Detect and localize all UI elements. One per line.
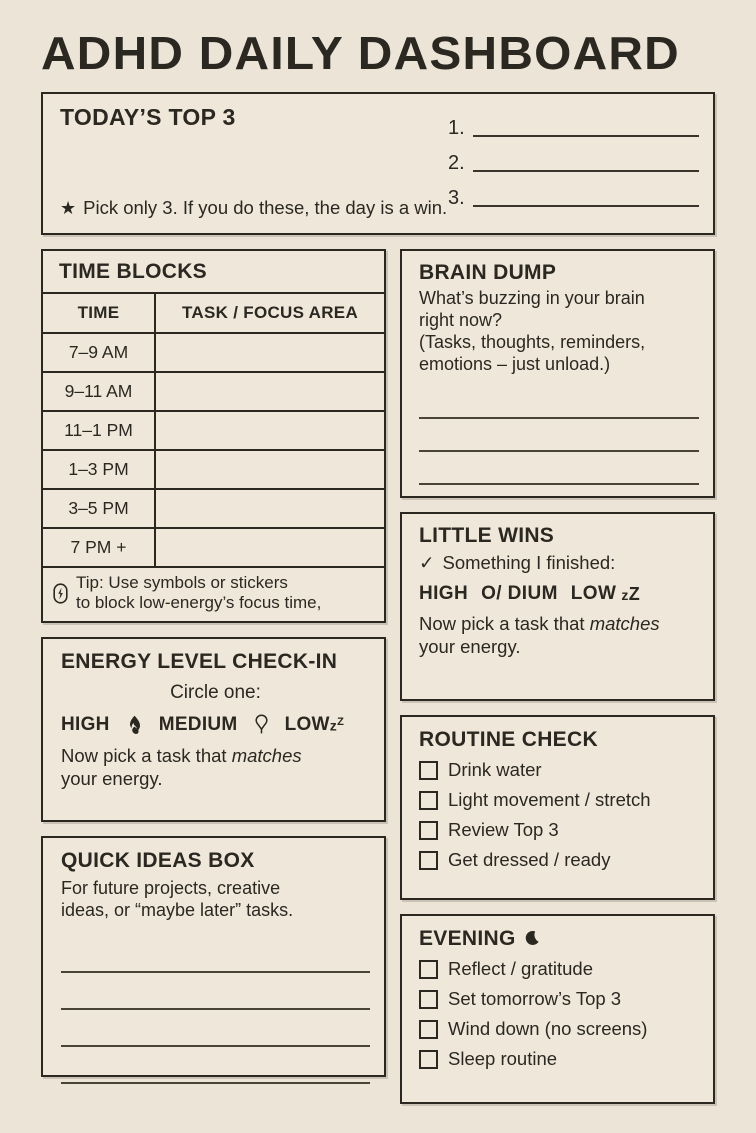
page-title: ADHD DAILY DASHBOARD [41,27,680,79]
little-wins-option-high[interactable]: HIGH [419,583,469,605]
time-blocks-tip [43,568,384,621]
energy-level-heading: ENERGY LEVEL CHECK-IN [61,649,338,673]
top3-write-line-2[interactable] [473,170,699,172]
top3-note [60,197,447,219]
little-wins-match-note [419,613,699,658]
energy-option-medium[interactable]: MEDIUM [158,713,238,735]
top3-write-line-3[interactable] [473,205,699,207]
routine-check-heading: ROUTINE CHECK [419,728,598,751]
sleep-zz-icon: $z^Z$ [329,716,345,734]
time-slot-label: 3–5 PM [43,489,155,528]
routine-check-item[interactable] [419,819,699,841]
brain-dump-write-line[interactable] [419,419,699,452]
tip-line-1: Tip: Use symbols or stickers [76,573,288,593]
top3-entry-row[interactable] [448,141,699,176]
lightbulb-icon [254,714,269,735]
task-entry-cell[interactable] [155,528,384,567]
routine-check-label: Drink water [448,759,542,781]
little-wins-heading: LITTLE WINS [419,524,555,547]
little-wins-panel [400,512,715,701]
quick-ideas-write-line[interactable] [61,1010,370,1047]
task-entry-cell[interactable] [155,333,384,372]
quick-ideas-box-panel [41,836,386,1077]
table-row [43,450,384,489]
evening-check-item[interactable] [419,958,699,980]
checkbox-icon[interactable] [419,990,438,1009]
todays-top-3-panel [41,92,715,235]
task-entry-cell[interactable] [155,372,384,411]
evening-panel [400,914,715,1104]
star-icon: ★ [60,198,77,218]
energy-match-note-line1: Now pick a task that [61,744,232,766]
evening-check-label: Wind down (no screens) [448,1018,648,1040]
time-blocks-tip-text [76,573,321,614]
energy-match-note [61,745,370,790]
tip-line-2: to block low-energy’s focus time, [76,593,322,613]
column-header-task: TASK / FOCUS AREA [155,294,384,333]
task-entry-cell[interactable] [155,411,384,450]
time-blocks-table [43,294,384,568]
todays-top-3-heading: TODAY’S TOP 3 [60,104,236,130]
evening-check-item[interactable] [419,988,699,1010]
energy-level-options [61,714,370,736]
battery-energy-icon [53,583,68,604]
checkbox-icon[interactable] [419,851,438,870]
sleep-zz-icon: zZ [621,583,641,604]
energy-option-high[interactable]: HIGH [61,713,110,735]
quick-ideas-write-line[interactable] [61,936,370,973]
right-column [400,249,715,1104]
top3-entry-row[interactable] [448,106,699,141]
checkmark-icon: ✓ [419,552,435,574]
evening-check-item[interactable] [419,1048,699,1070]
routine-check-label: Light movement / stretch [448,789,651,811]
top3-entry-row[interactable] [448,176,699,211]
column-header-time: TIME [43,294,155,333]
checkbox-icon[interactable] [419,1050,438,1069]
quick-ideas-heading: QUICK IDEAS BOX [61,848,255,872]
checkbox-icon[interactable] [419,761,438,780]
time-blocks-heading: TIME BLOCKS [59,260,207,283]
time-blocks-header [43,251,384,294]
brain-dump-write-line[interactable] [419,452,699,485]
brain-dump-write-line[interactable] [419,386,699,419]
quick-ideas-write-area [61,936,370,1084]
crescent-moon-icon [525,930,542,947]
little-wins-energy-options [419,583,699,605]
quick-ideas-description [61,878,370,922]
little-wins-note-line2: your energy. [419,635,521,657]
evening-check-item[interactable] [419,1018,699,1040]
little-wins-check-label: Something I finished: [442,552,616,574]
checkbox-icon[interactable] [419,791,438,810]
evening-check-label: Set tomorrow’s Top 3 [448,988,622,1010]
brain-dump-description [419,288,699,376]
routine-check-item[interactable] [419,759,699,781]
quick-ideas-line-1: For future projects, creative [61,877,281,898]
energy-option-low[interactable]: LOW [284,713,330,735]
evening-check-label: Sleep routine [448,1048,558,1070]
brain-dump-line-3: (Tasks, thoughts, reminders, [419,332,646,352]
top3-write-line-1[interactable] [473,135,699,137]
top3-number-1: 1. [448,117,465,139]
brain-dump-line-1: What’s buzzing in your brain [419,288,645,309]
brain-dump-line-4: emotions – just unload.) [419,353,611,374]
quick-ideas-line-2: ideas, or “maybe later” tasks. [61,899,294,920]
top3-note-text: Pick only 3. If you do these, the day is a win. [83,197,448,218]
time-blocks-panel [41,249,386,623]
little-wins-option-low[interactable]: LOW [570,583,617,605]
task-entry-cell[interactable] [155,450,384,489]
time-slot-label: 1–3 PM [43,450,155,489]
flame-icon [126,715,143,735]
time-slot-label: 11–1 PM [43,411,155,450]
brain-dump-line-2: right now? [419,310,503,331]
evening-header [419,927,542,950]
evening-check-label: Reflect / gratitude [448,958,593,980]
little-wins-check-row[interactable] [419,552,699,574]
table-header-row [43,294,384,333]
routine-check-label: Review Top 3 [448,819,559,841]
routine-check-panel [400,715,715,900]
circle-one-instruction: Circle one: [170,681,261,703]
table-row [43,489,384,528]
energy-match-note-emphasis: matches [231,744,302,766]
checkbox-icon[interactable] [419,1020,438,1039]
columns-container [41,249,715,1104]
time-slot-label: 7 PM + [43,528,155,567]
todays-top-3-entry-lines [448,106,699,211]
energy-level-checkin-panel [41,637,386,822]
routine-check-label: Get dressed / ready [448,849,611,871]
little-wins-note-emphasis: matches [589,613,660,635]
brain-dump-write-area [419,386,699,485]
table-row [43,372,384,411]
top3-number-2: 2. [448,152,465,174]
checkbox-icon[interactable] [419,960,438,979]
quick-ideas-write-line[interactable] [61,1047,370,1084]
routine-check-item[interactable] [419,789,699,811]
table-row [43,411,384,450]
brain-dump-heading: BRAIN DUMP [419,261,557,284]
table-row [43,333,384,372]
checkbox-icon[interactable] [419,821,438,840]
little-wins-note-line1: Now pick a task that [419,613,590,635]
left-column [41,249,386,1077]
quick-ideas-write-line[interactable] [61,973,370,1010]
little-wins-option-medium[interactable]: O/ DIUM [481,583,558,605]
evening-heading: EVENING [419,927,516,950]
brain-dump-panel [400,249,715,498]
time-slot-label: 9–11 AM [43,372,155,411]
routine-check-item[interactable] [419,849,699,871]
top3-number-3: 3. [448,187,465,209]
task-entry-cell[interactable] [155,489,384,528]
time-slot-label: 7–9 AM [43,333,155,372]
table-row [43,528,384,567]
energy-match-note-line2: your energy. [61,767,163,789]
